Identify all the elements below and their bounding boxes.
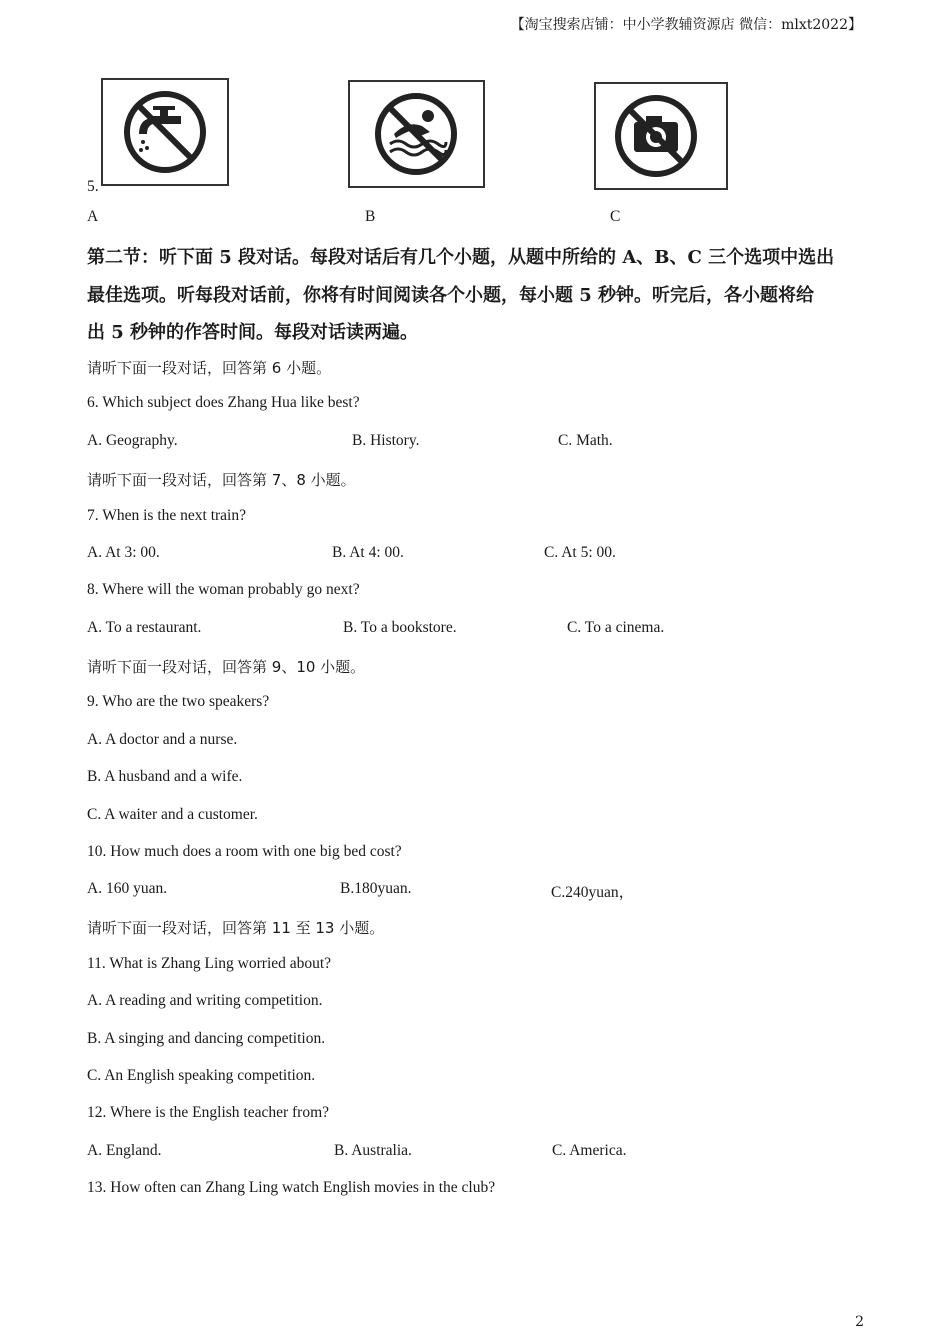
q6-option-b: B. History. [352, 432, 420, 449]
q12-option-c: C. America. [552, 1142, 627, 1159]
page-header: 【淘宝搜索店铺：中小学教辅资源店 微信：mlxt2022】 [510, 17, 862, 33]
q5-number: 5. [87, 178, 99, 195]
q9-option-a: A. A doctor and a nurse. [87, 731, 238, 748]
q6-option-c: C. Math. [558, 432, 613, 449]
q10-question: 10. How much does a room with one big bed cost? [87, 843, 402, 860]
instruction-q9-10: 请听下面一段对话，回答第 9、10 小题。 [87, 658, 366, 676]
q7-question: 7. When is the next train? [87, 507, 246, 524]
q8-question: 8. Where will the woman probably go next? [87, 581, 360, 598]
q6-option-a: A. Geography. [87, 432, 178, 449]
q8-option-a: A. To a restaurant. [87, 619, 202, 636]
q11-option-a: A. A reading and writing competition. [87, 992, 323, 1009]
instruction-q11-13: 请听下面一段对话，回答第 11 至 13 小题。 [87, 919, 385, 937]
q12-option-b: B. Australia. [334, 1142, 412, 1159]
q13-question: 13. How often can Zhang Ling watch English movies in the club? [87, 1179, 496, 1196]
q6-question: 6. Which subject does Zhang Hua like best? [87, 394, 360, 411]
q7-option-b: B. At 4: 00. [332, 544, 404, 561]
q8-option-c: C. To a cinema. [567, 619, 665, 636]
no-swimming-icon [350, 82, 483, 186]
sign-a-no-water [101, 78, 229, 186]
q11-option-b: B. A singing and dancing competition. [87, 1030, 326, 1047]
page-number: 2 [855, 1314, 864, 1330]
sign-label-c: C [610, 208, 621, 225]
sign-label-a: A [87, 208, 99, 225]
q9-question: 9. Who are the two speakers? [87, 693, 270, 710]
no-water-faucet-icon [103, 80, 227, 184]
q12-option-a: A. England. [87, 1142, 162, 1159]
section2-line1: 第二节：听下面 5 段对话。每段对话后有几个小题，从题中所给的 A、B、C 三个选项中选出 [87, 247, 835, 268]
sign-b-no-swimming [348, 80, 485, 188]
section2-line3: 出 5 秒钟的作答时间。每段对话读两遍。 [87, 322, 419, 343]
q12-question: 12. Where is the English teacher from? [87, 1104, 330, 1121]
q7-option-a: A. At 3: 00. [87, 544, 160, 561]
instruction-q7-8: 请听下面一段对话，回答第 7、8 小题。 [87, 471, 356, 489]
q9-option-c: C. A waiter and a customer. [87, 806, 258, 823]
sign-c-no-camera [594, 82, 728, 190]
q11-question: 11. What is Zhang Ling worried about? [87, 955, 332, 972]
sign-label-b: B [365, 208, 376, 225]
q10-option-c: C.240yuan， [551, 884, 635, 901]
no-camera-icon [596, 84, 726, 188]
q10-option-a: A. 160 yuan. [87, 880, 168, 897]
q8-option-b: B. To a bookstore. [343, 619, 457, 636]
q7-option-c: C. At 5: 00. [544, 544, 616, 561]
q10-option-b: B.180yuan. [340, 880, 412, 897]
section2-line2: 最佳选项。听每段对话前，你将有时间阅读各个小题，每小题 5 秒钟。听完后，各小题将给 [87, 285, 815, 306]
q9-option-b: B. A husband and a wife. [87, 768, 243, 785]
instruction-q6: 请听下面一段对话，回答第 6 小题。 [87, 359, 332, 377]
q11-option-c: C. An English speaking competition. [87, 1067, 316, 1084]
